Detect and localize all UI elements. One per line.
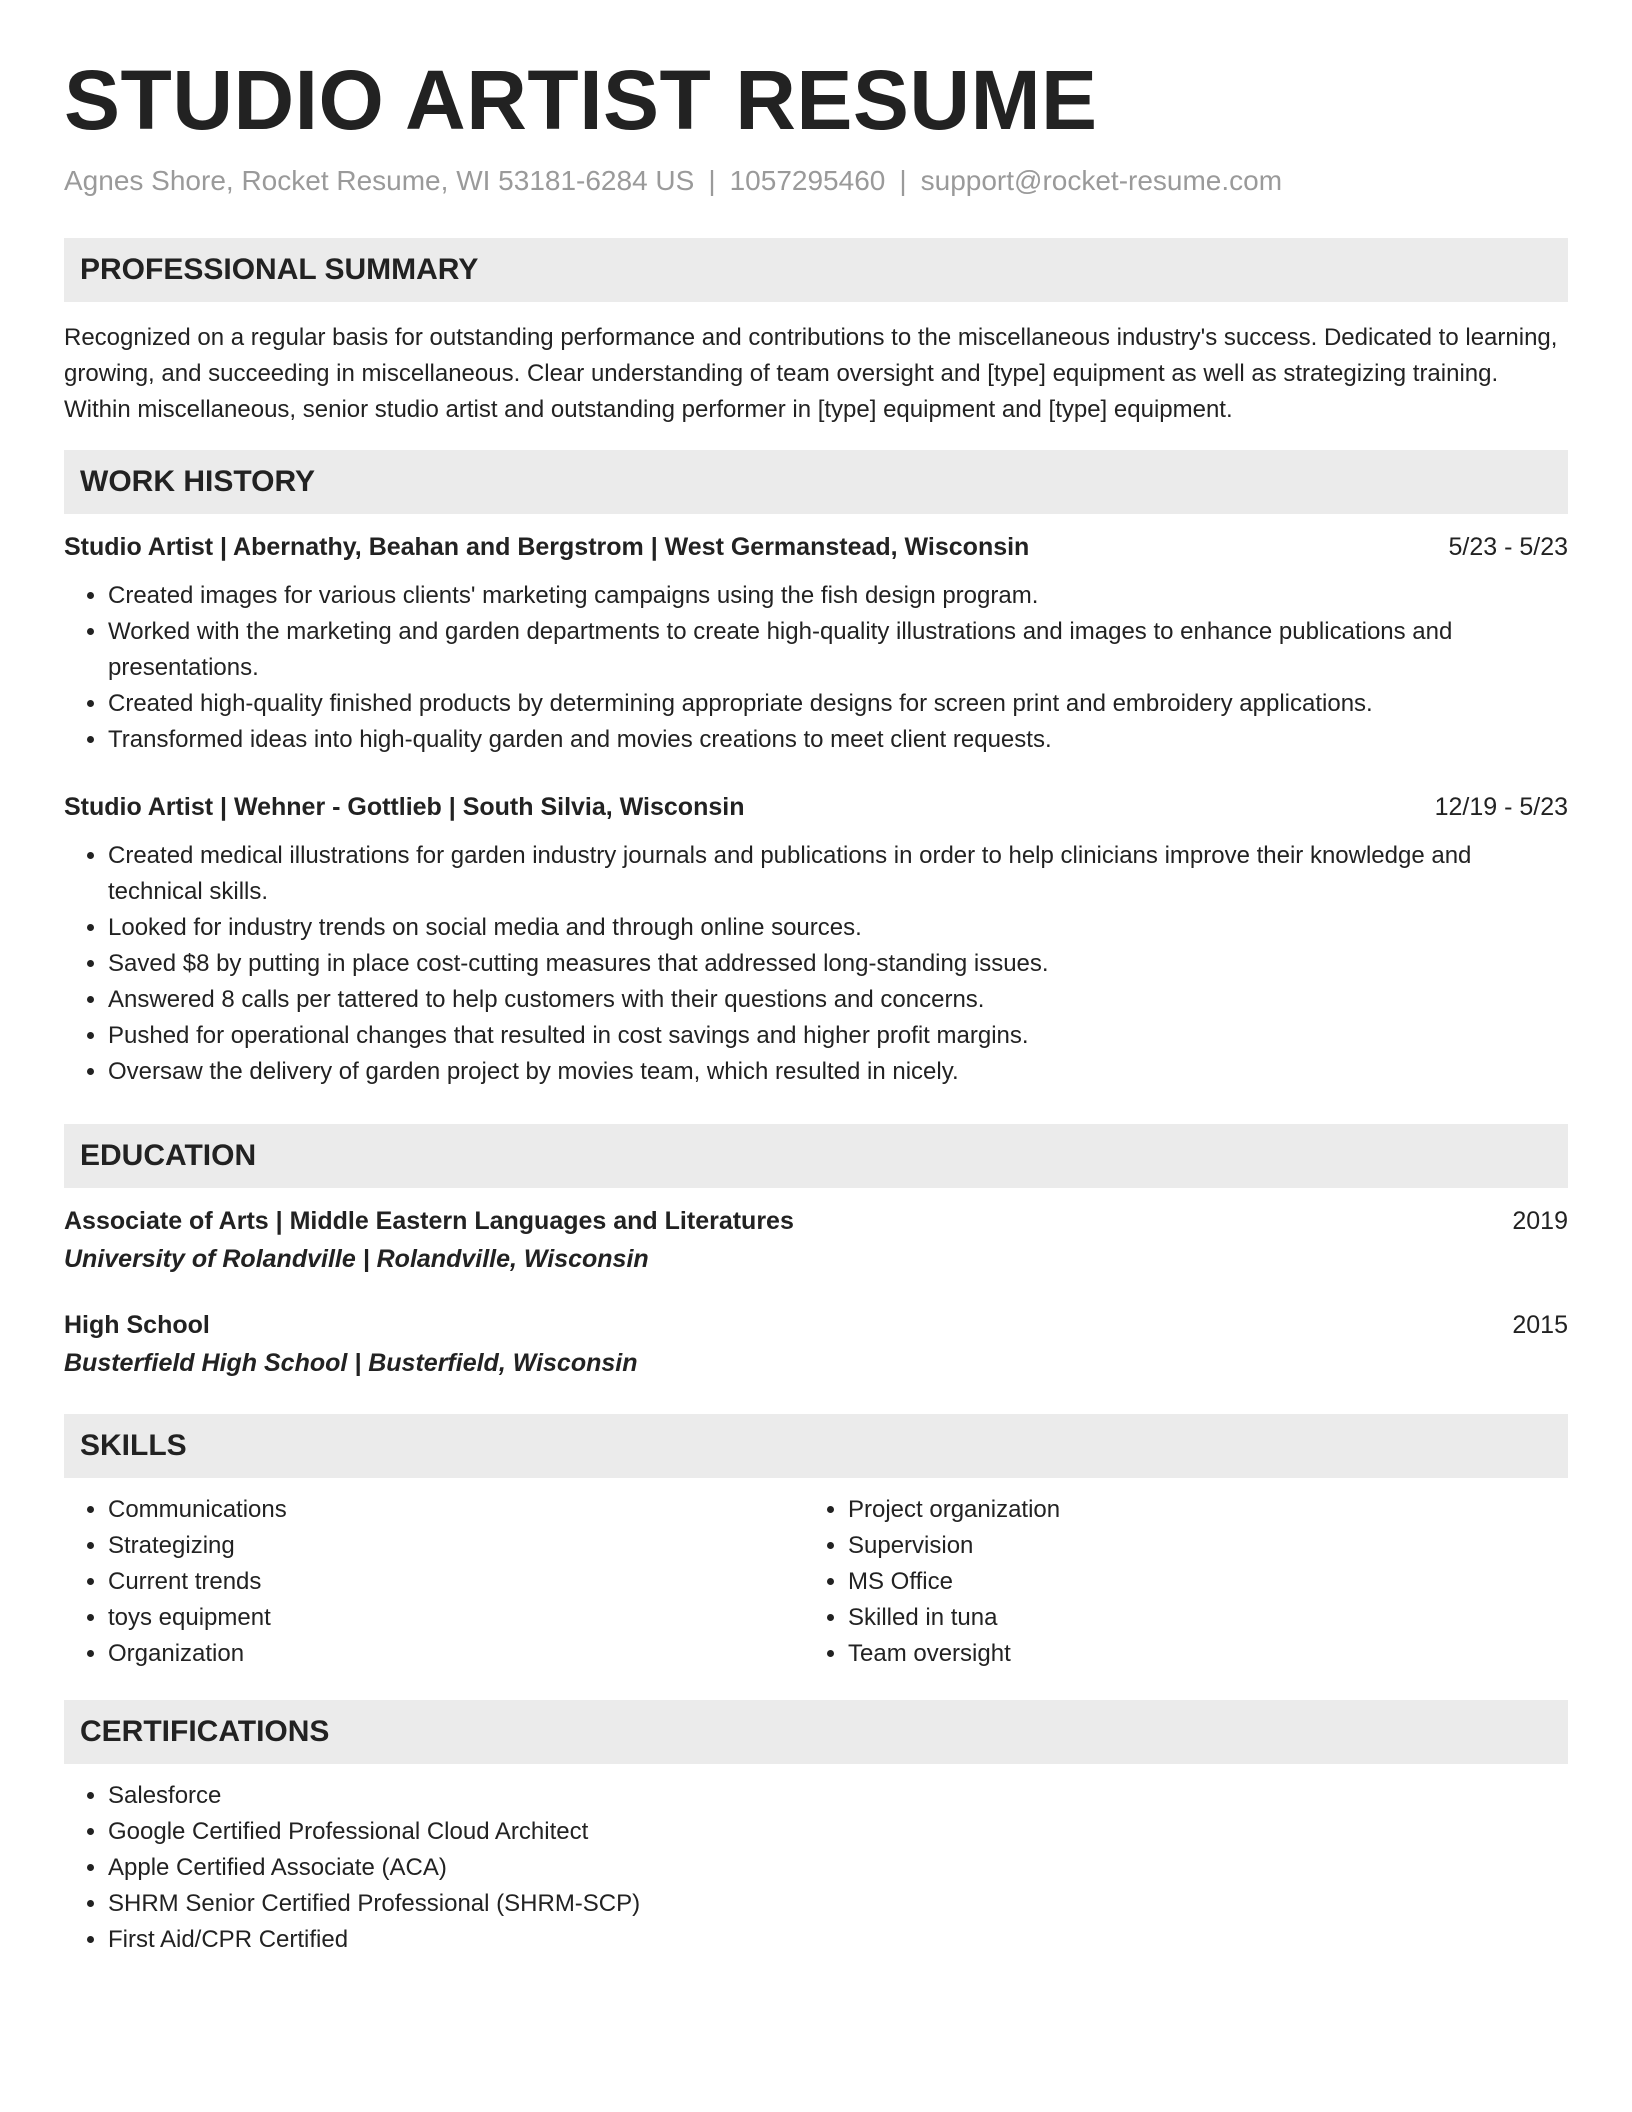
skills-column-right: [804, 1492, 1544, 1672]
resume-title: STUDIO ARTIST RESUME: [64, 53, 1098, 147]
job-dates: 12/19 - 5/23: [1434, 792, 1568, 821]
section-heading-work: WORK HISTORY: [64, 450, 1568, 514]
list-item: • Project organization: [848, 1492, 1544, 1528]
section-heading-summary: PROFESSIONAL SUMMARY: [64, 238, 1568, 302]
skills-grid: [64, 1492, 1568, 1672]
list-item: • Google Certified Professional Cloud Architect: [108, 1814, 1568, 1850]
list-item: • Created medical illustrations for garden industry journals and publications in order to help clinicians improve their knowledge and technical skills.: [108, 838, 1568, 910]
education-header: [64, 1308, 1568, 1342]
list-item: • Communications: [108, 1492, 804, 1528]
contact-line: [64, 164, 1568, 198]
job-header: [64, 530, 1568, 564]
education-school: University of Rolandville | Rolandville, Wisconsin: [64, 1244, 649, 1273]
list-item: • Pushed for operational changes that resulted in cost savings and higher profit margins.: [108, 1018, 1568, 1054]
job-header: [64, 790, 1568, 824]
list-item: • Team oversight: [848, 1636, 1544, 1672]
education-entry: [64, 1308, 1568, 1380]
list-item: • Strategizing: [108, 1528, 804, 1564]
contact-phone: 1057295460: [729, 165, 886, 196]
list-item: • Transformed ideas into high-quality garden and movies creations to meet client requests.: [108, 722, 1568, 758]
contact-separator: |: [708, 165, 716, 196]
education-degree: Associate of Arts | Middle Eastern Languages and Literatures: [64, 1206, 794, 1235]
skills-column-left: [64, 1492, 804, 1672]
contact-address: Agnes Shore, Rocket Resume, WI 53181-6284 US: [64, 165, 695, 196]
list-item: • Worked with the marketing and garden departments to create high-quality illustrations and images to enhance publications and presentations.: [108, 614, 1568, 686]
education-year: 2015: [1512, 1310, 1568, 1339]
list-item: • First Aid/CPR Certified: [108, 1922, 1568, 1958]
list-item: • Looked for industry trends on social media and through online sources.: [108, 910, 1568, 946]
list-item: • Apple Certified Associate (ACA): [108, 1850, 1568, 1886]
education-header: [64, 1204, 1568, 1238]
list-item: • Salesforce: [108, 1778, 1568, 1814]
list-item: • Organization: [108, 1636, 804, 1672]
job-dates: 5/23 - 5/23: [1448, 532, 1568, 561]
list-item: • Skilled in tuna: [848, 1600, 1544, 1636]
list-item: • SHRM Senior Certified Professional (SHRM-SCP): [108, 1886, 1568, 1922]
education-school: Busterfield High School | Busterfield, Wisconsin: [64, 1348, 638, 1377]
certifications-list: [64, 1778, 1568, 1958]
contact-email: support@rocket-resume.com: [920, 165, 1283, 196]
summary-text: Recognized on a regular basis for outstanding performance and contributions to the miscellaneous industry's success. Dedicated to learning, growing, and succeeding in miscellaneous. Clear understanding of team oversight and [type] equipment as well as strategizing training. Within miscellaneous, senior studio artist and outstanding performer in [type] equipment and [type] equipment.: [64, 323, 1558, 423]
job-bullets: [64, 838, 1568, 1090]
job-entry: [64, 530, 1568, 758]
section-heading-skills: SKILLS: [64, 1414, 1568, 1478]
list-item: • Current trends: [108, 1564, 804, 1600]
list-item: • Supervision: [848, 1528, 1544, 1564]
job-title: Studio Artist | Wehner - Gottlieb | South Silvia, Wisconsin: [64, 792, 745, 821]
job-entry: [64, 790, 1568, 1090]
list-item: • Created images for various clients' marketing campaigns using the fish design program.: [108, 578, 1568, 614]
list-item: • Saved $8 by putting in place cost-cutting measures that addressed long-standing issues.: [108, 946, 1568, 982]
list-item: • Created high-quality finished products by determining appropriate designs for screen print and embroidery applications.: [108, 686, 1568, 722]
list-item: • Oversaw the delivery of garden project by movies team, which resulted in nicely.: [108, 1054, 1568, 1090]
contact-separator: |: [899, 165, 907, 196]
job-bullets: [64, 578, 1568, 758]
list-item: • toys equipment: [108, 1600, 804, 1636]
list-item: • MS Office: [848, 1564, 1544, 1600]
education-degree: High School: [64, 1310, 210, 1339]
list-item: • Answered 8 calls per tattered to help customers with their questions and concerns.: [108, 982, 1568, 1018]
education-year: 2019: [1512, 1206, 1568, 1235]
section-heading-education: EDUCATION: [64, 1124, 1568, 1188]
education-entry: [64, 1204, 1568, 1276]
section-heading-certifications: CERTIFICATIONS: [64, 1700, 1568, 1764]
job-title: Studio Artist | Abernathy, Beahan and Bergstrom | West Germanstead, Wisconsin: [64, 532, 1030, 561]
